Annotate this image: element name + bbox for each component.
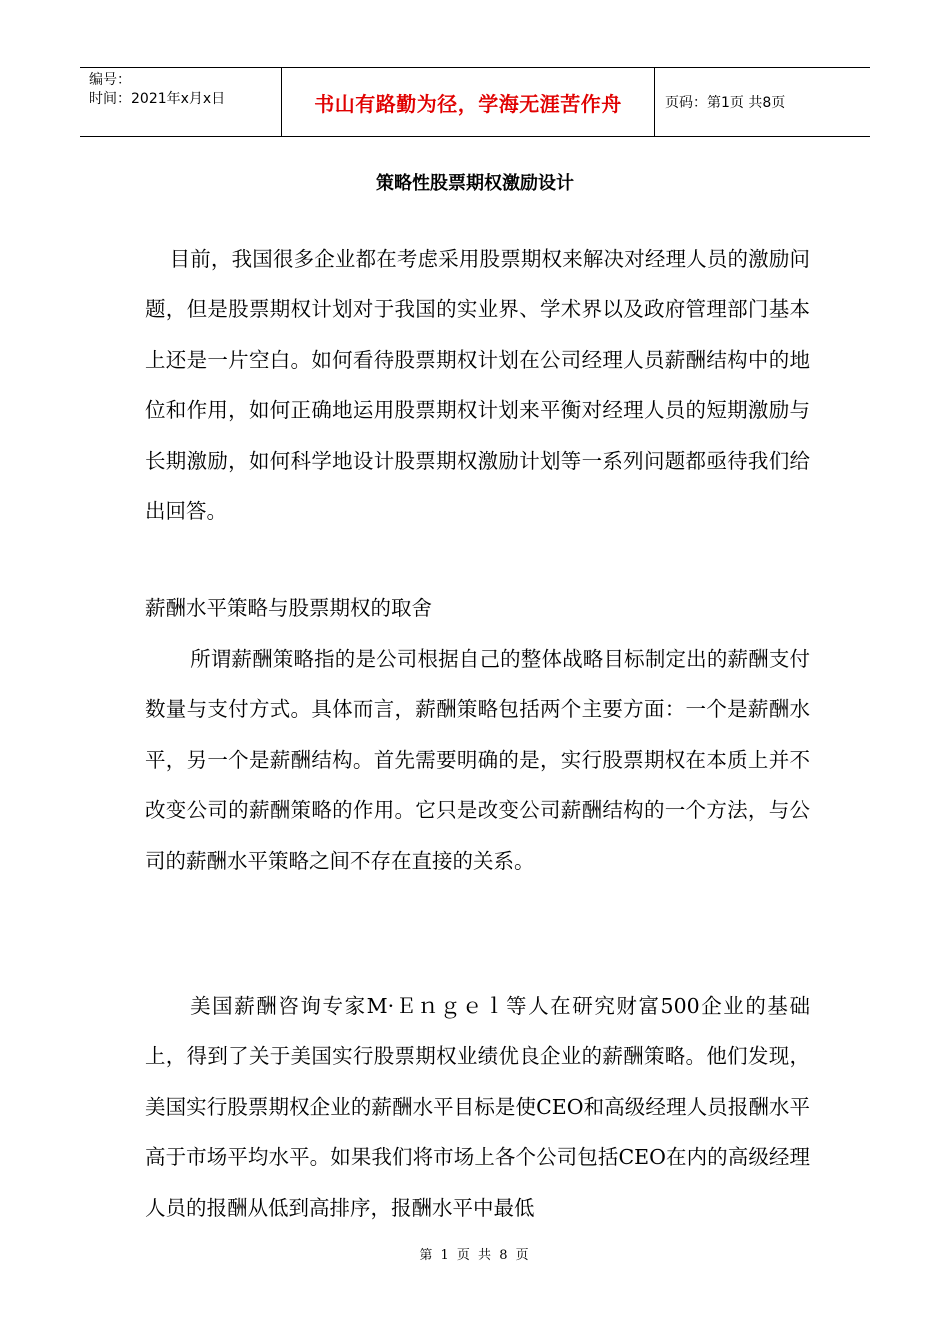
paragraph-salary-strategy: 所谓薪酬策略指的是公司根据自己的整体战略目标制定出的薪酬支付数量与支付方式。具体而言，薪酬策略包括两个主要方面：一个是薪酬水平，另一个是薪酬结构。首先需要明确的是，实行股票期权在本质上并不改变公司的薪酬策略的作用。它只是改变公司薪酬结构的一个方法，与公司的薪酬水平策略之间不存在直接的关系。 — [145, 647, 810, 873]
paragraph-engel-study: 美国薪酬咨询专家M·Ｅｎｇｅｌ等人在研究财富500企业的基础上，得到了关于美国实行股票期权业绩优良企业的薪酬策略。他们发现，美国实行股票期权企业的薪酬水平目标是使CEO和高级经理人员报酬水平高于市场平均水平。如果我们将市场上各个公司包括CEO在内的高级经理人员的报酬从低到高排序，报酬水平中最低 — [145, 994, 810, 1220]
document-title: 策略性股票期权激励设计 — [376, 173, 574, 194]
header-motto: 书山有路勤为径，学海无涯苦作舟 — [282, 68, 655, 136]
paragraph-intro: 目前，我国很多企业都在考虑采用股票期权来解决对经理人员的激励问题，但是股票期权计划对于我国的实业界、学术界以及政府管理部门基本上还是一片空白。如何看待股票期权计划在公司经理人员薪酬结构中的地位和作用，如何正确地运用股票期权计划来平衡对经理人员的短期激励与长期激励，如何科学地设计股票期权激励计划等一系列问题都亟待我们给出回答。 — [145, 247, 810, 524]
document-header — [80, 67, 870, 137]
section-subheading: 薪酬水平策略与股票期权的取舍 — [145, 596, 432, 620]
header-page-info: 页码：第1页 共8页 — [665, 95, 786, 111]
page-footer: 第 1 页 共 8 页 — [419, 1248, 531, 1263]
time-label: 时间：2021年x月x日 — [89, 91, 226, 107]
header-meta-cell — [80, 68, 282, 136]
number-label: 编号： — [89, 72, 131, 88]
